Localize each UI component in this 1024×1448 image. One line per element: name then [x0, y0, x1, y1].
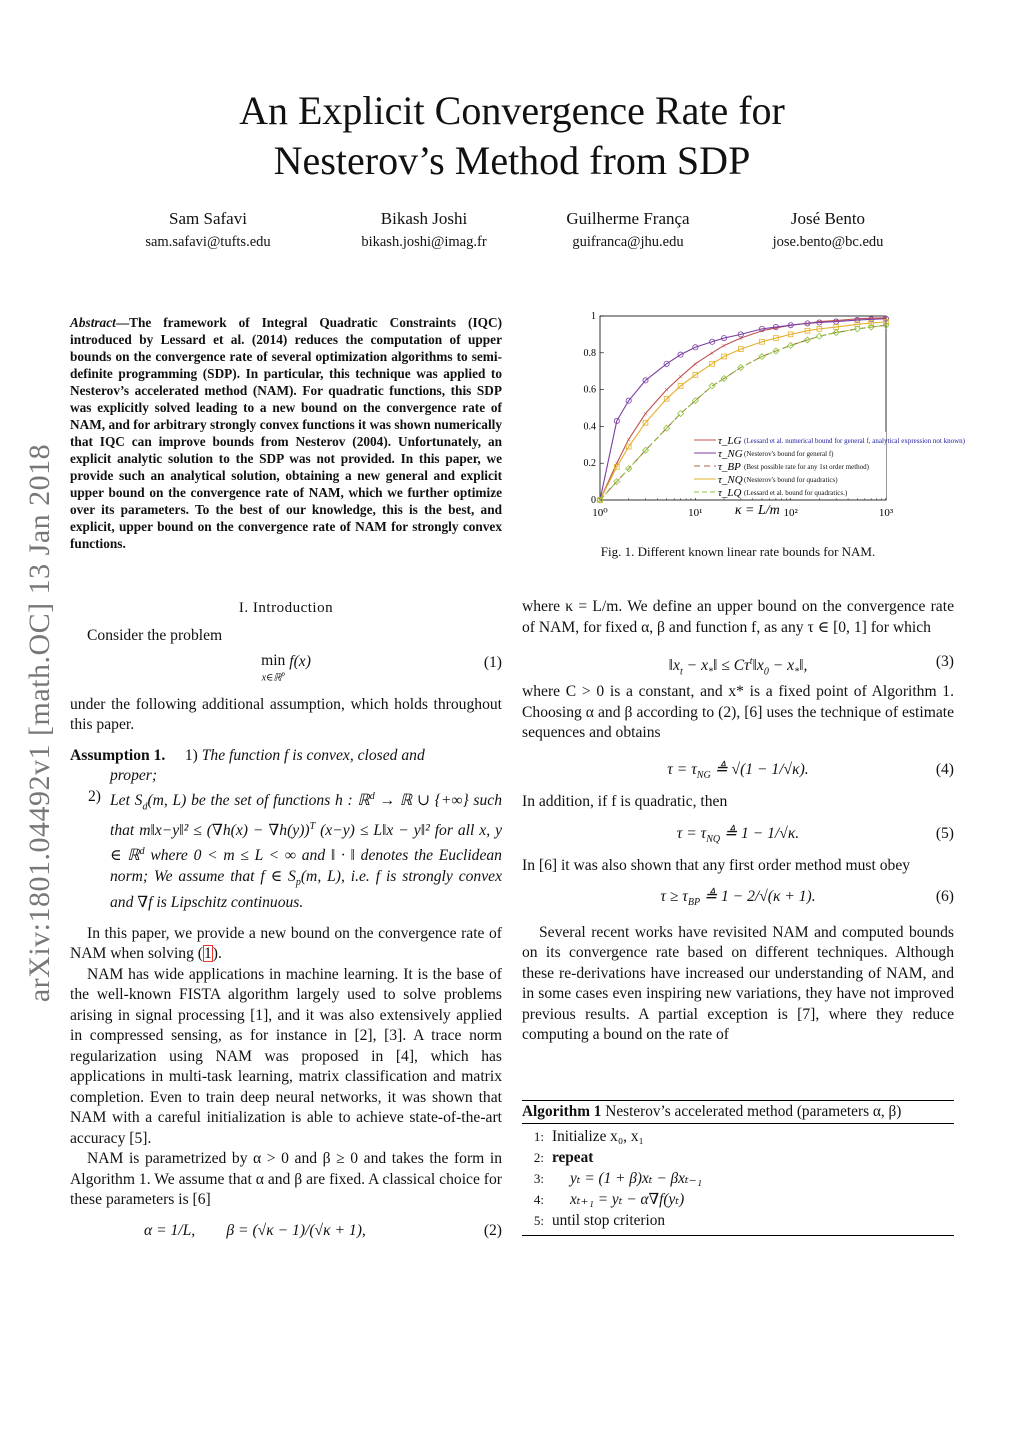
author-block — [98, 208, 318, 252]
author-email: jose.bento@bc.edu — [772, 234, 884, 250]
data-point: × — [855, 314, 860, 324]
data-point: × — [614, 459, 620, 469]
figure-1-chart — [578, 308, 966, 528]
y-tick-label: 0.2 — [583, 458, 596, 470]
x-tick-label: 10¹ — [688, 507, 703, 519]
assumption-label: Assumption 1. — [70, 746, 166, 764]
arxiv-stamp: arXiv:1801.04492v1 [math.OC] 13 Jan 2018 — [23, 443, 56, 1003]
legend-label: (Lessard et al. bound for quadratics.) — [744, 489, 848, 497]
author-block — [314, 208, 534, 252]
paragraph: Several recent works have revisited NAM and computed bounds on its convergence rate based on different techniques. Although these re-derivations have increased our understanding of NAM, and in some cases even inspiring new variations, they have not improved previous results. A partial exception is [7], where they reduce computing a bound on the rate of — [522, 923, 954, 1043]
paragraph: where C > 0 is a constant, and x* is a fixed point of Algorithm 1. Choosing α and β according to (2), [6] uses the technique of estimate sequences and obtains — [522, 683, 954, 741]
paragraph: In addition, if f is quadratic, then — [522, 792, 728, 810]
equation-number: (2) — [483, 1221, 502, 1239]
section-heading: I. Introduction — [238, 600, 334, 616]
data-point: × — [643, 409, 648, 419]
paper-title — [0, 86, 1024, 186]
y-tick-label: 1 — [591, 311, 596, 322]
equation-number: (4) — [935, 760, 954, 778]
data-point: × — [773, 323, 779, 333]
data-point: × — [759, 326, 765, 336]
right-column — [522, 597, 954, 1046]
data-point: × — [693, 359, 698, 369]
algorithm-line: 3: yₜ = (1 + β)xₜ − βxₜ₋₁ — [533, 1170, 703, 1187]
equation-number: (6) — [935, 887, 954, 905]
x-tick-label: 10² — [783, 507, 798, 519]
y-tick-label: 0.4 — [583, 421, 596, 433]
y-tick-label: 0.8 — [583, 347, 596, 359]
author-block — [518, 208, 738, 252]
legend-symbol: τ_LQ — [718, 487, 742, 499]
data-point: × — [788, 321, 793, 331]
abstract — [70, 314, 502, 552]
data-point: × — [868, 314, 874, 324]
algorithm-1 — [522, 1100, 954, 1236]
algorithm-label: Algorithm 1 — [522, 1103, 602, 1120]
data-point: × — [738, 334, 744, 344]
legend-symbol: τ_NG — [718, 448, 743, 460]
equation-1: min x∈ℝ$^p$ f(x) (1) — [261, 651, 502, 683]
title-line-2: Nesterov’s Method from SDP — [273, 138, 751, 183]
left-column — [70, 626, 502, 1251]
paragraph: where κ = L/m. We define an upper bound on the convergence rate of NAM, for fixed α, β and function f, as any τ ∈ [0, 1] for which — [522, 598, 954, 636]
paragraph: In [6] it was also shown that any first order method must obey — [522, 857, 911, 874]
equation-3: $‖x_t$ − $x_*‖$ ≤ $C\tau^t‖x_0$ − $x_*‖$, (3) — [668, 653, 954, 678]
legend-label: (Nesterov's bound for quadratics) — [744, 476, 838, 484]
equation-4: $\tau = \tau_{NG}$ ≜ √(1 − 1/√κ). (4) — [667, 760, 954, 781]
equation-link[interactable]: 1 — [203, 945, 212, 963]
legend-symbol: τ_NQ — [718, 474, 743, 486]
author-email: guifranca@jhu.edu — [572, 234, 684, 250]
legend-symbol: τ_BP — [718, 461, 741, 473]
paragraph: under the following additional assumption, which holds throughout this paper. — [70, 695, 502, 733]
data-point: × — [626, 435, 631, 445]
algorithm-line: 2: repeat — [533, 1149, 594, 1166]
figure-caption: Fig. 1. Different known linear rate bounds for NAM. — [600, 544, 876, 559]
x-tick-label: 10³ — [878, 507, 894, 519]
data-point: × — [883, 313, 889, 323]
y-tick-label: 0 — [591, 495, 596, 506]
paragraph: NAM is parametrized by α > 0 and β ≥ 0 and takes the form in Algorithm 1. We assume that α and β are fixed. A classical choice for these parameters is [6] — [70, 1150, 502, 1209]
author-name: Sam Safavi — [169, 209, 247, 228]
algorithm-line: 1: Initialize x₀, x₁ — [533, 1128, 644, 1145]
equation-number: (3) — [935, 653, 954, 670]
algorithm-line: 5: until stop criterion — [533, 1212, 666, 1229]
assumption-1: Assumption 1. 1) The function f is convex, closed and proper; 2) Let $S_d(m$, L) be the set of functions h : ℝ$^d$ → ℝ ∪ {+∞} such that m‖x−y‖² ≤ $(\nabla h(x) - \nabla h(y))^T$ (x−y) ≤ L‖x − y‖² for all x, y ∈ ℝ$^d$ where 0 < m ≤ L < ∞ and ‖ · ‖ denotes the Euclidean norm; We assume that f ∈ $S_p(m$, L), i.e. f is strongly convex and ∇f is Lipschitz continuous. — [70, 746, 503, 912]
author-name: José Bento — [790, 209, 866, 228]
equation-2: α = 1/L, β = (√κ − 1)/(√κ + 1), (2) — [70, 1221, 502, 1251]
algorithm-title: Nesterov’s accelerated method (parameters α, β) — [605, 1103, 902, 1120]
legend-label: (Lessard et al. numerical bound for general f, analytical expression not known) — [744, 437, 966, 445]
author-name: Bikash Joshi — [380, 209, 468, 228]
x-axis-label: κ = L/m — [734, 503, 780, 518]
author-block — [718, 208, 938, 252]
data-point: × — [709, 348, 715, 358]
author-email: bikash.joshi@imag.fr — [361, 234, 487, 250]
algorithm-line: 4: xₜ₊₁ = yₜ − α∇f(yₜ) — [533, 1191, 685, 1208]
y-tick-label: 0.6 — [583, 384, 596, 396]
equation-6: $\tau \ge \tau_{BP}$ ≜ 1 − 2/√(κ + 1). (6) — [660, 887, 954, 908]
data-point: × — [721, 341, 727, 351]
data-point: × — [833, 316, 839, 326]
equation-number: (1) — [483, 653, 502, 671]
data-point: × — [805, 319, 810, 329]
title-line-1: An Explicit Convergence Rate for — [239, 88, 785, 133]
equation-5: $\tau = \tau_{NQ}$ ≜ 1 − 1/√κ. (5) — [676, 825, 954, 846]
abstract-label: Abstract — [70, 315, 116, 330]
legend-label: (Best possible rate for any 1st order method) — [744, 463, 869, 471]
legend-label: (Nesterov's bound for general f) — [744, 450, 834, 458]
data-point: × — [817, 317, 822, 327]
paragraph: Consider the problem — [87, 627, 223, 644]
data-point: × — [678, 372, 683, 382]
legend-symbol: τ_LG — [718, 435, 742, 447]
author-name: Guilherme França — [566, 209, 690, 228]
x-tick-label: 10⁰ — [592, 507, 608, 519]
equation-number: (5) — [935, 825, 954, 842]
paragraph: NAM has wide applications in machine learning. It is the base of the well-known FISTA algorithm largely used to solve problems arising in signal processing [1], and it was also extensively applied in compressed sensing, as for instance in [2], [3]. A trace norm regularization using NAM was proposed in [4], which has applications in multi-task learning, matrix classification and matrix completion. Even to train deep neural networks, it was shown that NAM with a careful initialization is able to achieve state-of-the-art accuracy [5]. — [70, 965, 502, 1147]
paragraph: In this paper, we provide a new bound on the convergence rate of NAM when solving (1). — [70, 924, 502, 963]
abstract-text: —The framework of Integral Quadratic Constraints (IQC) introduced by Lessard et al. (2014) reduces the computation of upper bounds on the convergence rate of several optimization algorithms to semi-definite programming (SDP). In particular, this technique was applied to Nesterov’s accelerated method (NAM). For quadratic functions, this SDP was explicitly solved leading to a new bound on the convergence rate of NAM, and for arbitrary strongly convex functions it was shown numerically that IQC can improve bounds from Nesterov (2004). Unfortunately, an explicit analytic solution to the SDP was not provided. In this paper, we provide such an analytical solution, obtaining a new general and explicit upper bound on the convergence rate of NAM, which we further optimize over its parameters. To the best of our knowledge, this is the best, and explicit, upper bound on the convergence rate of NAM for strongly convex functions. — [70, 315, 502, 551]
data-point: × — [664, 385, 669, 395]
data-point: × — [597, 496, 603, 505]
author-email: sam.safavi@tufts.edu — [145, 234, 271, 250]
